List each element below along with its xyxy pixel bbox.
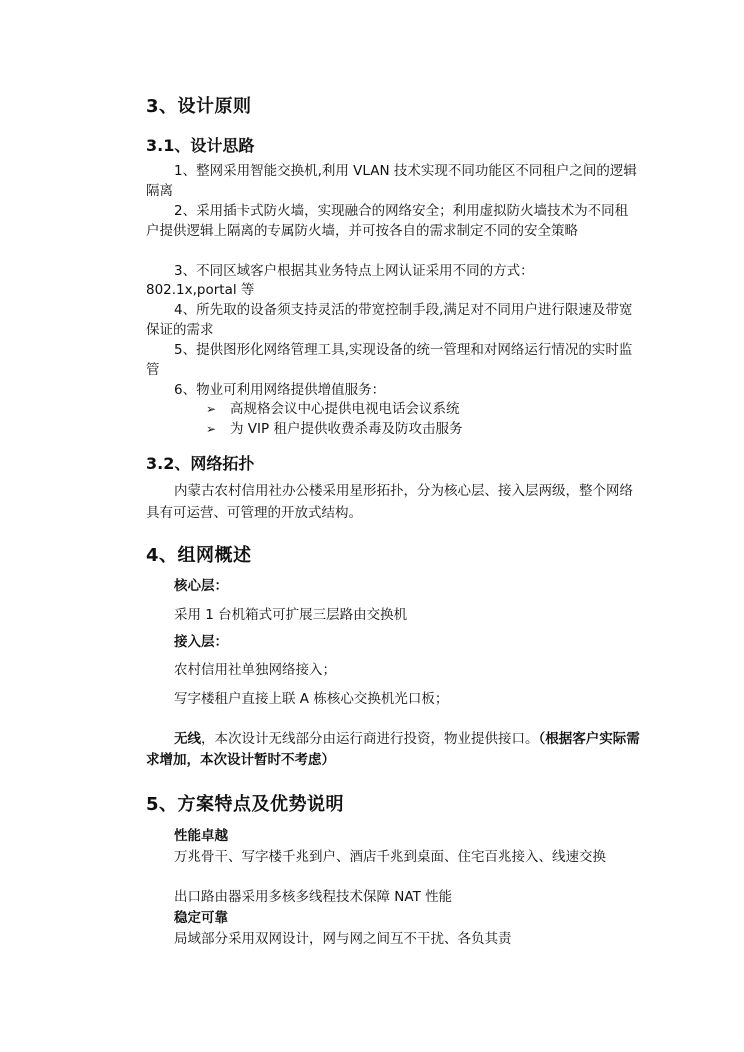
stability-text: 局域部分采用双网设计，网与网之间互不干扰、各负其责 bbox=[174, 931, 512, 947]
principle-1: 1、整网采用智能交换机,利用 VLAN 技术实现不同功能区不同租户之间的逻辑隔离 bbox=[146, 163, 637, 199]
wireless-note: （根据客户实际需求增加，本次设计暂时不考虑） bbox=[146, 731, 640, 768]
section-3-1-heading: 3.1、设计思路 bbox=[146, 136, 255, 155]
principle-4: 4、所先取的设备须支持灵活的带宽控制手段,满足对不同用户进行限速及带宽保证的需求 bbox=[146, 302, 633, 338]
performance-text-1: 万兆骨干、写字楼千兆到户、酒店千兆到桌面、住宅百兆接入、线速交换 bbox=[174, 849, 606, 865]
bullet-text: 高规格会议中心提供电视电话会议系统 bbox=[230, 401, 460, 417]
access-layer-label: 接入层： bbox=[174, 634, 228, 650]
bullet-text: 为 VIP 租户提供收费杀毒及防攻击服务 bbox=[230, 421, 463, 437]
topology-paragraph: 内蒙古农村信用社办公楼采用星形拓扑，分为核心层、接入层两级，整个网络具有可运营、可管理的开放式结构。 bbox=[146, 483, 633, 521]
core-layer-label: 核心层： bbox=[174, 578, 228, 594]
section-5-heading: 5、方案特点及优势说明 bbox=[146, 794, 345, 815]
section-3-2-heading: 3.2、网络拓扑 bbox=[146, 454, 255, 473]
principle-3-continued: 802.1x,portal 等 bbox=[146, 282, 255, 298]
access-layer-text-2: 写字楼租户直接上联 A 栋核心交换机光口板； bbox=[174, 691, 449, 707]
wireless-text: ，本次设计无线部分由运行商进行投资，物业提供接口。 bbox=[201, 731, 539, 747]
principle-2: 2、采用插卡式防火墙，实现融合的网络安全；利用虚拟防火墙技术为不同租户提供逻辑上隔离的专属防火墙，并可按各自的需求制定不同的安全策略 bbox=[146, 203, 629, 239]
stability-label: 稳定可靠 bbox=[174, 910, 228, 926]
section-4-heading: 4、组网概述 bbox=[146, 545, 252, 566]
principle-6: 6、物业可利用网络提供增值服务： bbox=[174, 382, 386, 398]
principle-5: 5、提供图形化网络管理工具,实现设备的统一管理和对网络运行情况的实时监管 bbox=[146, 342, 633, 378]
access-layer-text-1: 农村信用社单独网络接入； bbox=[174, 662, 336, 678]
principle-3: 3、不同区域客户根据其业务特点上网认证采用不同的方式： bbox=[174, 263, 534, 279]
performance-text-2: 出口路由器采用多核多线程技术保障 NAT 性能 bbox=[174, 889, 453, 905]
wireless-label: 无线 bbox=[174, 731, 201, 747]
arrow-bullet-icon: ➢ bbox=[206, 402, 217, 416]
core-layer-text: 采用 1 台机箱式可扩展三层路由交换机 bbox=[174, 607, 408, 623]
wireless-paragraph bbox=[146, 729, 640, 771]
bullet-item bbox=[206, 419, 462, 439]
section-3-heading: 3、设计原则 bbox=[146, 96, 252, 117]
bullet-item bbox=[206, 399, 460, 419]
arrow-bullet-icon: ➢ bbox=[206, 422, 217, 436]
performance-label: 性能卓越 bbox=[174, 828, 228, 844]
